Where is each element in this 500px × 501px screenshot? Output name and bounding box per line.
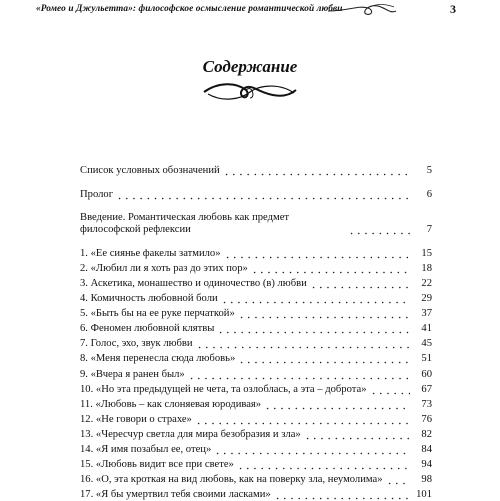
leader-dots: [310, 277, 410, 289]
toc-entry[interactable]: [80, 162, 432, 177]
leader-dots: [116, 188, 410, 200]
toc-entry-title: 3. Аскетика, монашество и одиночество (в) любви: [80, 278, 310, 290]
toc-entry-page: 101: [410, 489, 432, 501]
leader-dots: [348, 223, 410, 235]
leader-dots: [370, 383, 410, 395]
toc-entry-page: 84: [410, 444, 432, 456]
toc-entry[interactable]: [80, 305, 432, 320]
toc-entry-page: 6: [410, 189, 432, 201]
toc-entry-title: 17. «Я бы умертвил тебя своими ласками»: [80, 489, 274, 501]
toc-entry-title: 8. «Меня перенесла сюда любовь»: [80, 353, 238, 365]
leader-dots: [251, 262, 410, 274]
leader-dots: [238, 307, 410, 319]
header-flourish-icon: [328, 2, 398, 20]
toc-entry[interactable]: [80, 260, 432, 275]
toc-entry-title: 6. Феномен любовной клятвы: [80, 323, 217, 335]
leader-dots: [195, 413, 410, 425]
toc-entry-page: 15: [410, 248, 432, 260]
toc-entry-title: 5. «Быть бы на ее руке перчаткой»: [80, 308, 238, 320]
toc-entry-page: 51: [410, 353, 432, 365]
toc-entry-page: 18: [410, 263, 432, 275]
toc-entry-page: 76: [410, 414, 432, 426]
leader-dots: [217, 322, 410, 334]
toc-entry[interactable]: [80, 290, 432, 305]
toc-entry-title: 2. «Любил ли я хоть раз до этих пор»: [80, 263, 251, 275]
toc-entry-title: 12. «Не говори о страхе»: [80, 414, 195, 426]
leader-dots: [274, 488, 410, 500]
toc-entry-page: 94: [410, 459, 432, 471]
toc-entry[interactable]: [80, 396, 432, 411]
leader-dots: [214, 443, 410, 455]
toc-entry-title: 1. «Ее сиянье факелы затмило»: [80, 248, 224, 260]
table-of-contents: [80, 162, 432, 501]
leader-dots: [188, 368, 410, 380]
toc-entry[interactable]: [80, 350, 432, 365]
toc-entry[interactable]: [80, 320, 432, 335]
toc-entry-page: 67: [410, 384, 432, 396]
toc-entry[interactable]: [80, 456, 432, 471]
toc-entry[interactable]: [80, 209, 432, 236]
leader-dots: [221, 292, 410, 304]
toc-entry-title: 13. «Чересчур светла для мира безобразия и зла»: [80, 429, 304, 441]
leader-dots: [223, 164, 410, 176]
toc-entry[interactable]: [80, 381, 432, 396]
toc-entry[interactable]: [80, 186, 432, 201]
toc-entry-page: 29: [410, 293, 432, 305]
toc-entry-title: 16. «О, эта кроткая на вид любовь, как на поверку зла, неумолима»: [80, 474, 386, 486]
toc-entry[interactable]: [80, 411, 432, 426]
toc-entry-page: 22: [410, 278, 432, 290]
page-number: 3: [450, 2, 456, 16]
toc-entry-title: 14. «Я имя позабыл ее, отец»: [80, 444, 214, 456]
toc-entry-title: Введение. Романтическая любовь как предмет философской рефлексии: [80, 212, 348, 236]
toc-entry-title: 10. «Но эта предыдущей не чета, та озлоблась, а эта – доброта»: [80, 384, 370, 396]
leader-dots: [196, 337, 410, 349]
toc-entry[interactable]: [80, 486, 432, 501]
toc-entry-title: 7. Голос, эхо, звук любви: [80, 338, 196, 350]
toc-entry[interactable]: [80, 471, 432, 486]
running-title: «Ромео и Джульетта»: философское осмысление романтической любви: [36, 4, 343, 14]
toc-entry[interactable]: [80, 365, 432, 380]
toc-entry-page: 5: [410, 165, 432, 177]
toc-entry-page: 60: [410, 369, 432, 381]
toc-entry-page: 82: [410, 429, 432, 441]
leader-dots: [238, 352, 410, 364]
toc-entry-page: 37: [410, 308, 432, 320]
leader-dots: [237, 458, 410, 470]
toc-entry-title: Список условных обозначений: [80, 165, 223, 177]
toc-entry[interactable]: [80, 275, 432, 290]
toc-entry-title: Пролог: [80, 189, 116, 201]
toc-entry-page: 41: [410, 323, 432, 335]
toc-entry[interactable]: [80, 245, 432, 260]
toc-entry[interactable]: [80, 441, 432, 456]
leader-dots: [224, 247, 410, 259]
toc-entry-title: 11. «Любовь – как слоняевая юродивая»: [80, 399, 264, 411]
leader-dots: [386, 473, 410, 485]
toc-entry-page: 73: [410, 399, 432, 411]
page-title: Содержание: [202, 57, 298, 76]
toc-entry[interactable]: [80, 426, 432, 441]
leader-dots: [264, 398, 410, 410]
toc-entry-title: 4. Комичность любовной боли: [80, 293, 221, 305]
title-flourish-icon: [200, 78, 300, 106]
running-header: [0, 0, 500, 22]
toc-entry[interactable]: [80, 335, 432, 350]
toc-entry-title: 9. «Вчера я ранен был»: [80, 369, 188, 381]
toc-entry-title: 15. «Любовь видит все при свете»: [80, 459, 237, 471]
toc-entry-page: 7: [410, 224, 432, 236]
toc-entry-page: 98: [410, 474, 432, 486]
leader-dots: [304, 428, 410, 440]
toc-entry-page: 45: [410, 338, 432, 350]
